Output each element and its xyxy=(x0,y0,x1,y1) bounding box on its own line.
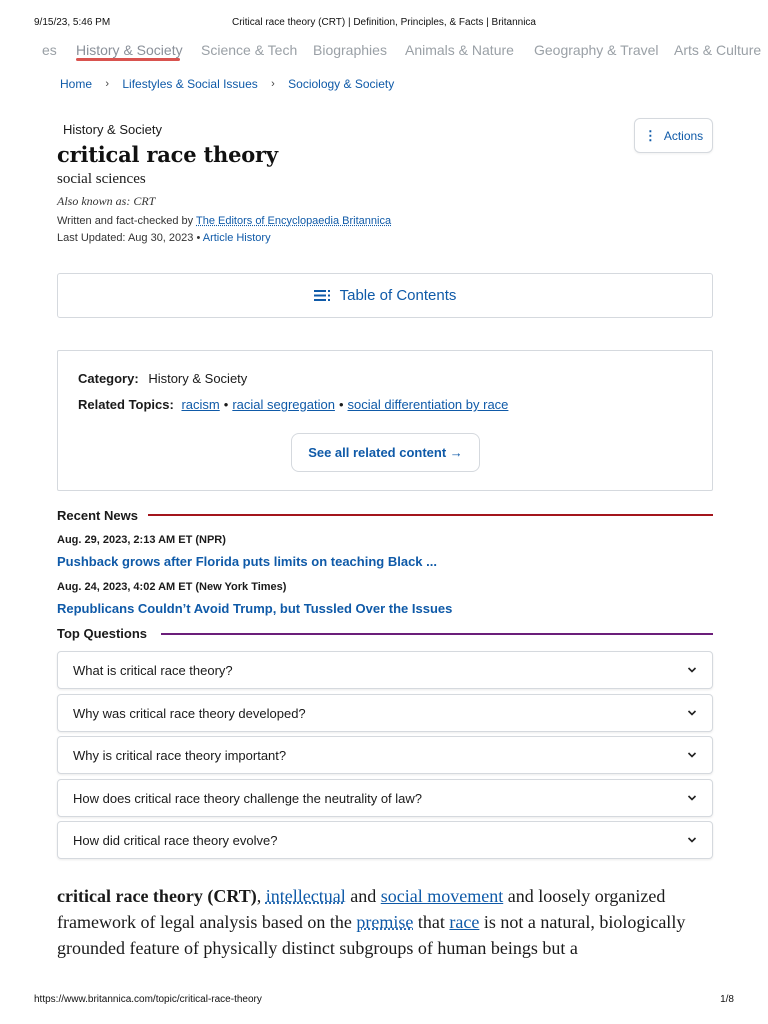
related-topic-link[interactable]: social differentiation by race xyxy=(347,397,509,412)
faq-question: What is critical race theory? xyxy=(73,663,233,678)
actions-button[interactable] xyxy=(634,118,713,153)
kebab-menu-icon: ⋮ xyxy=(643,127,657,143)
actions-label: Actions xyxy=(663,128,704,143)
faq-item[interactable] xyxy=(57,694,713,732)
body-text: and loosely organized framework of legal analysis based on the xyxy=(57,886,666,932)
print-footer xyxy=(34,994,734,1006)
print-header xyxy=(34,17,734,31)
related-topics-row: Related Topics: racism • racial segregation • social differentiation by race xyxy=(78,397,509,412)
related-topic-link[interactable]: racism xyxy=(181,397,220,412)
body-text: that xyxy=(417,912,445,932)
print-datetime: 9/15/23, 5:46 PM xyxy=(34,17,111,28)
print-url: https://www.britannica.com/topic/critical-race-theory xyxy=(34,994,262,1005)
link-race[interactable]: race xyxy=(449,912,480,932)
nav-active-underline xyxy=(76,58,180,61)
facts-box xyxy=(57,350,713,491)
list-icon xyxy=(314,289,332,302)
top-questions-heading: Top Questions xyxy=(57,626,148,641)
top-questions-rule xyxy=(161,633,713,635)
byline-author-link[interactable]: The Editors of Encyclopaedia Britannica xyxy=(196,215,392,227)
breadcrumb-sociology[interactable]: Sociology & Society xyxy=(288,76,395,91)
body-text: is not a natural, biologically grounded feature of physically distinct subgroups of human beings but a xyxy=(57,912,686,958)
chevron-down-icon xyxy=(686,664,698,676)
faq-question: How did critical race theory evolve? xyxy=(73,833,278,848)
faq-item[interactable] xyxy=(57,821,713,859)
link-social-movement[interactable]: social movement xyxy=(380,886,504,906)
nav-item-geography-travel[interactable]: Geography & Travel xyxy=(534,42,659,58)
nav-item-animals-nature[interactable]: Animals & Nature xyxy=(405,42,514,58)
also-known-as: Also known as: CRT xyxy=(57,194,156,208)
body-text: , xyxy=(256,886,262,906)
article-category[interactable]: History & Society xyxy=(63,122,162,137)
recent-news-rule xyxy=(148,514,713,516)
news-headline-link[interactable]: Republicans Couldn’t Avoid Trump, but Tussled Over the Issues xyxy=(57,601,453,616)
nav-item-history-society[interactable]: History & Society xyxy=(76,42,183,58)
nav-item-arts-culture[interactable]: Arts & Culture xyxy=(674,42,762,58)
related-topics-label: Related Topics: xyxy=(78,397,174,412)
page-title: critical race theory xyxy=(57,142,278,167)
faq-question: Why is critical race theory important? xyxy=(73,748,287,763)
chevron-down-icon xyxy=(686,749,698,761)
news-meta: Aug. 24, 2023, 4:02 AM ET (New York Times) xyxy=(57,581,287,593)
body-text: and xyxy=(350,886,377,906)
faq-question: How does critical race theory challenge the neutrality of law? xyxy=(73,791,423,806)
faq-item[interactable] xyxy=(57,651,713,689)
table-of-contents-button[interactable] xyxy=(57,273,713,318)
article-history-link[interactable]: Article History xyxy=(202,232,271,244)
nav-item-science-tech[interactable]: Science & Tech xyxy=(201,42,298,58)
byline-prefix: Written and fact-checked by xyxy=(57,215,194,227)
updated-text: Last Updated: Aug 30, 2023 • xyxy=(57,232,201,244)
nav-item-biographies[interactable]: Biographies xyxy=(313,42,387,58)
toc-label: Table of Contents xyxy=(339,287,457,304)
recent-news-heading: Recent News xyxy=(57,508,138,523)
article-body xyxy=(57,883,717,961)
breadcrumb-lifestyles[interactable]: Lifestyles & Social Issues xyxy=(122,76,258,91)
faq-item[interactable] xyxy=(57,779,713,817)
chevron-down-icon xyxy=(686,792,698,804)
category-label: Category: xyxy=(78,371,139,386)
chevron-right-icon: › xyxy=(271,77,275,90)
byline xyxy=(57,215,391,227)
breadcrumb xyxy=(60,76,394,91)
news-headline-link[interactable]: Pushback grows after Florida puts limits on teaching Black ... xyxy=(57,554,437,569)
link-premise[interactable]: premise xyxy=(356,912,414,932)
faq-item[interactable] xyxy=(57,736,713,774)
related-topic-link[interactable]: racial segregation xyxy=(232,397,335,412)
print-doc-title: Critical race theory (CRT) | Definition, Principles, & Facts | Britannica xyxy=(232,17,536,28)
category-row xyxy=(78,371,247,386)
faq-question: Why was critical race theory developed? xyxy=(73,706,306,721)
last-updated xyxy=(57,232,271,244)
print-page-number: 1/8 xyxy=(720,994,734,1005)
chevron-right-icon: › xyxy=(105,77,110,90)
nav-item-partial[interactable]: es xyxy=(42,42,57,58)
link-intellectual[interactable]: intellectual xyxy=(265,886,346,906)
category-value[interactable]: History & Society xyxy=(148,371,248,386)
breadcrumb-home[interactable]: Home xyxy=(60,76,93,91)
news-meta: Aug. 29, 2023, 2:13 AM ET (NPR) xyxy=(57,534,226,546)
chevron-down-icon xyxy=(686,834,698,846)
category-nav xyxy=(42,40,762,64)
lead-term: critical race theory (CRT) xyxy=(57,886,257,906)
see-all-related-button[interactable]: See all related content → xyxy=(291,433,480,472)
chevron-down-icon xyxy=(686,707,698,719)
page-subtitle: social sciences xyxy=(57,171,146,187)
